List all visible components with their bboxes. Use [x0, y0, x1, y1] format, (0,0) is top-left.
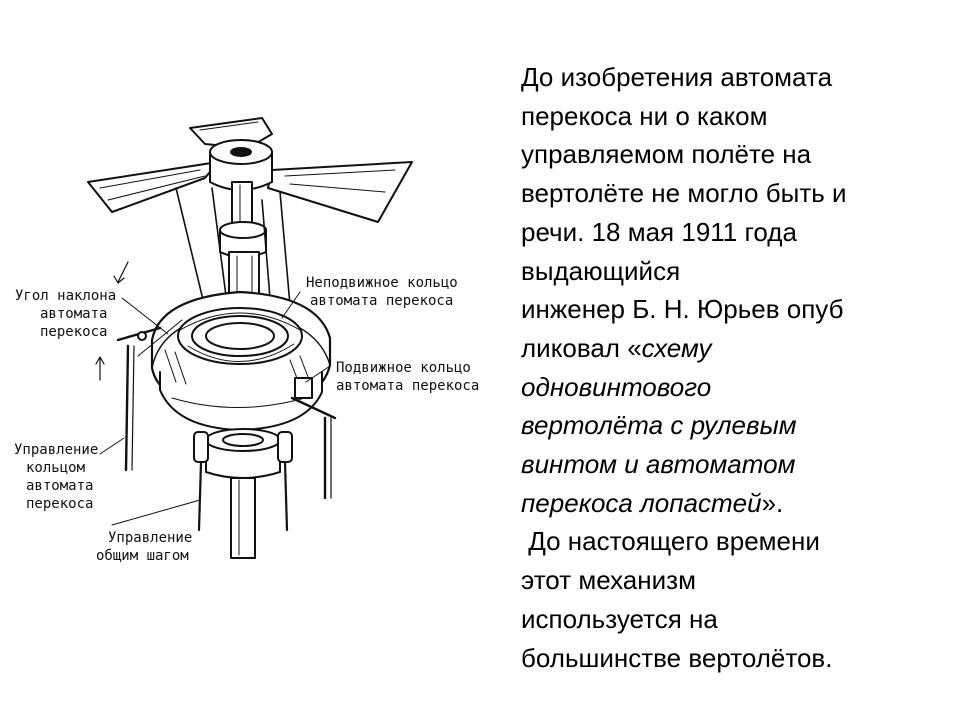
text-line: этот механизм [521, 565, 696, 596]
text-line: инженер Б. Н. Юрьев опуб [521, 294, 844, 325]
collective-rod-right [285, 462, 287, 530]
text-line: перекоса ни о каком [521, 100, 768, 131]
label-collective-control: Управление общим шагом [96, 530, 193, 564]
text-line [521, 484, 951, 523]
italic-fragment: схему [641, 332, 712, 363]
rotor-blade-right [268, 162, 412, 222]
text-line [521, 329, 951, 368]
text-line: выдающийся [521, 255, 681, 286]
italic-fragment: вертолёта с рулевым [521, 410, 797, 441]
text-fragment: ». [761, 487, 784, 518]
text-line: вертолёте не могло быть и [521, 178, 847, 209]
label-tilt-angle: Угол наклона автомата перекоса [15, 288, 117, 340]
text-line: большинстве вертолётов. [521, 642, 833, 673]
text-fragment: ликовал « [521, 332, 642, 363]
text-line: используется на [521, 603, 718, 634]
text-line: речи. 18 мая 1911 года [521, 216, 797, 247]
label-fixed-ring: Неподвижное кольцо автомата перекоса [306, 275, 458, 309]
text-line-italic [521, 368, 951, 407]
rotor-mast [232, 182, 252, 227]
collective-rod-left [199, 462, 201, 530]
text-line: управляемом полёте на [521, 139, 812, 170]
label-ring-control: Управление кольцом автомата перекоса [14, 442, 99, 512]
text-line-italic [521, 406, 951, 445]
italic-fragment: одновинтового [521, 371, 712, 402]
label-moving-ring: Подвижное кольцо автомата перекоса [336, 360, 480, 394]
body-text [521, 58, 951, 677]
italic-fragment: перекоса лопастей [521, 487, 762, 518]
ring-control-rod-left [126, 346, 128, 470]
italic-fragment: винтом и автоматом [521, 449, 796, 480]
text-line-italic [521, 445, 951, 484]
text-line: До настоящего времени [521, 526, 820, 557]
text-line: До изобретения автомата [521, 62, 833, 92]
